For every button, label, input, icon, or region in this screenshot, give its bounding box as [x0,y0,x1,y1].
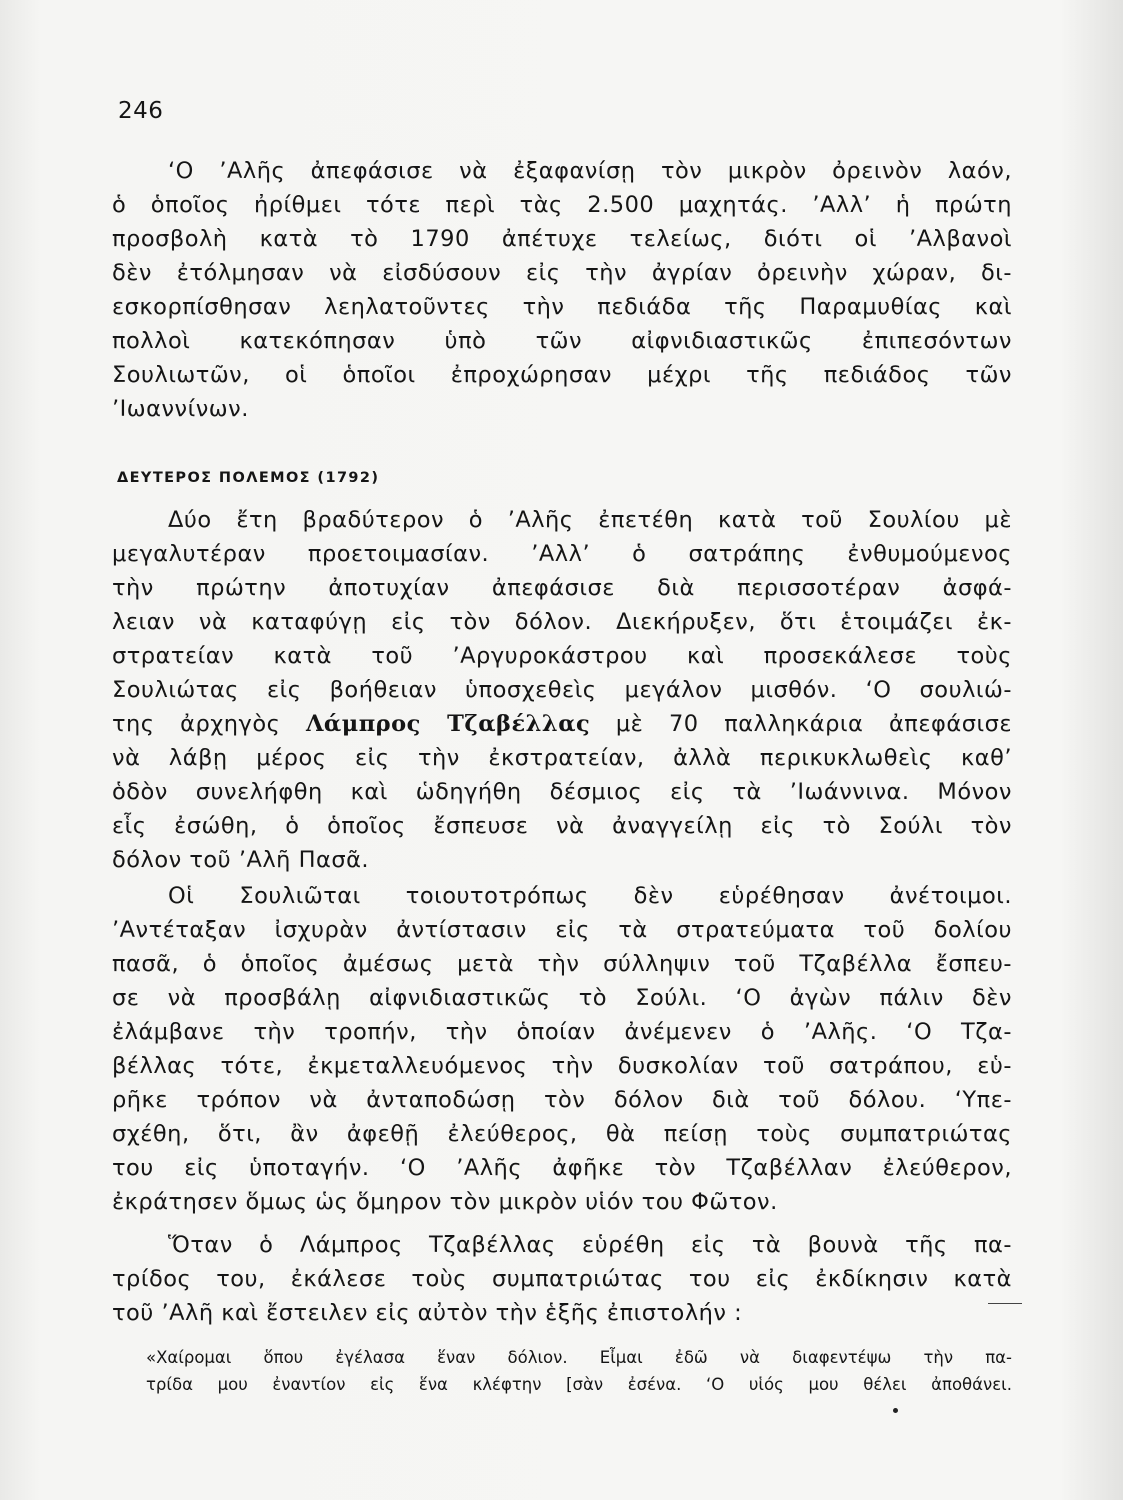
bold-name-tzavellas: Λάμπρος Τζαβέλλας [305,711,591,737]
text-line: ὁδὸν συνελήφθη καὶ ὡδηγήθη δέσμιος εἰς τὰ ’Ιωάννινα. Μόνον [112,779,1012,805]
text-line: ρῆκε τρόπον νὰ ἀνταποδώσῃ τὸν δόλον διὰ τοῦ δόλου. ‘Υπε- [112,1087,1012,1113]
text-line: εσκορπίσθησαν λεηλατοῦντες τὴν πεδιάδα τῆς Παραμυθίας καὶ [112,294,1012,320]
quote-line: «Χαίρομαι ὅπου ἐγέλασα ἕναν δόλιον. Εἶμαι ἐδῶ νὰ διαφεντέψω τὴν πα- [146,1348,1012,1367]
text-line: μεγαλυτέραν προετοιμασίαν. ’Αλλ’ ὁ σατράπης ἐνθυμούμενος [112,541,1012,567]
text-line: ‘Ο ’Αλῆς ἀπεφάσισε νὰ ἐξαφανίσῃ τὸν μικρὸν ὀρεινὸν λαόν, [168,158,1012,184]
paragraph-letter-intro [112,1228,1012,1330]
text-line: του εἰς ὑποταγήν. ‘Ο ’Αλῆς ἀφῆκε τὸν Τζαβέλλαν ἐλεύθερον, [112,1155,1012,1181]
text-line: δὲν ἐτόλμησαν νὰ εἰσδύσουν εἰς τὴν ἀγρίαν ὀρεινὴν χώραν, δι- [112,260,1012,286]
text-line: σε νὰ προσβάλῃ αἰφνιδιαστικῶς τὸ Σούλι. ‘Ο ἀγὼν πάλιν δὲν [112,985,1012,1011]
text-line: πολλοὶ κατεκόπησαν ὑπὸ τῶν αἰφνιδιαστικῶς ἐπιπεσόντων [112,328,1012,354]
text-line: πασᾶ, ὁ ὁποῖος ἀμέσως μετὰ τὴν σύλληψιν τοῦ Τζαβέλλα ἔσπευ- [112,951,1012,977]
text-line: τοῦ ’Αλῆ καὶ ἔστειλεν εἰς αὐτὸν τὴν ἑξῆς ἐπιστολήν : [112,1300,743,1326]
text-line: Δύο ἔτη βραδύτερον ὁ ’Αλῆς ἐπετέθη κατὰ τοῦ Σουλίου μὲ [168,507,1012,533]
text-line: εἷς ἐσώθη, ὁ ὁποῖος ἔσπευσε νὰ ἀναγγείλῃ εἰς τὸ Σούλι τὸν [112,813,1012,839]
text-line: ἐλάμβανε τὴν τροπήν, τὴν ὁποίαν ἀνέμενεν ὁ ’Αλῆς. ‘Ο Τζα- [112,1019,1012,1045]
text-line: σχέθη, ὅτι, ἂν ἀφεθῇ ἐλεύθερος, θὰ πείσῃ τοὺς συμπατριώτας [112,1121,1012,1147]
text-line: Οἱ Σουλιῶται τοιουτοτρόπως δὲν εὑρέθησαν ἀνέτοιμοι. [168,883,1012,909]
text-line: νὰ λάβῃ μέρος εἰς τὴν ἐκστρατείαν, ἀλλὰ περικυκλωθεὶς καθ’ [112,745,1012,771]
text-line: τὴν πρώτην ἀποτυχίαν ἀπεφάσισε διὰ περισσοτέραν ἀσφά- [112,575,1012,601]
letter-quote [146,1344,1012,1398]
text-line: Ὅταν ὁ Λάμπρος Τζαβέλλας εὑρέθη εἰς τὰ βουνὰ τῆς πα- [168,1232,1012,1258]
text-line [112,707,1012,741]
text-fragment: μὲ 70 παλληκάρια ἀπεφάσισε [590,711,1012,737]
paragraph-souliotes [112,879,1012,1219]
text-line: λειαν νὰ καταφύγῃ εἰς τὸν δόλον. Διεκήρυξεν, ὅτι ἑτοιμάζει ἐκ- [112,609,1012,635]
text-line: στρατείαν κατὰ τοῦ ’Αργυροκάστρου καὶ προσεκάλεσε τοὺς [112,643,1012,669]
text-line: βέλλας τότε, ἐκμεταλλευόμενος τὴν δυσκολίαν τοῦ σατράπου, εὑ- [112,1053,1012,1079]
text-line: τρίδος του, ἐκάλεσε τοὺς συμπατριώτας του εἰς ἐκδίκησιν κατὰ [112,1266,1012,1292]
quote-line: τρίδα μου ἐναντίον εἰς ἕνα κλέφτην [σὰν ἐσένα. ‘Ο υἱός μου θέλει ἀποθάνει. [146,1375,1012,1394]
text-line: ἐκράτησεν ὅμως ὡς ὅμηρον τὸν μικρὸν υἱόν του Φῶτον. [112,1189,778,1215]
text-fragment: της ἀρχηγὸς [112,711,306,737]
margin-dash [988,1303,1022,1304]
text-line: ’Αντέταξαν ἰσχυρὰν ἀντίστασιν εἰς τὰ στρατεύματα τοῦ δολίου [112,917,1012,943]
paragraph-second-war [112,503,1012,877]
text-line: δόλον τοῦ ’Αλῆ Πασᾶ. [112,847,370,873]
intro-paragraph [112,154,1012,426]
text-line: Σουλιώτας εἰς βοήθειαν ὑποσχεθεὶς μεγάλον μισθόν. ‘Ο σουλιώ- [112,677,1012,703]
text-line: ’Ιωαννίνων. [112,396,249,422]
page-number: 246 [118,98,164,124]
ink-dot [893,1408,898,1413]
text-line: προσβολὴ κατὰ τὸ 1790 ἀπέτυχε τελείως, διότι οἱ ’Αλβανοὶ [112,226,1012,252]
section-heading: ΔΕΥΤΕΡΟΣ ΠΟΛΕΜΟΣ (1792) [117,470,380,486]
text-line: Σουλιωτῶν, οἱ ὁποῖοι ἐπροχώρησαν μέχρι τῆς πεδιάδος τῶν [112,362,1012,388]
text-line: ὁ ὁποῖος ἠρίθμει τότε περὶ τὰς 2.500 μαχητάς. ’Αλλ’ ἡ πρώτη [112,192,1012,218]
